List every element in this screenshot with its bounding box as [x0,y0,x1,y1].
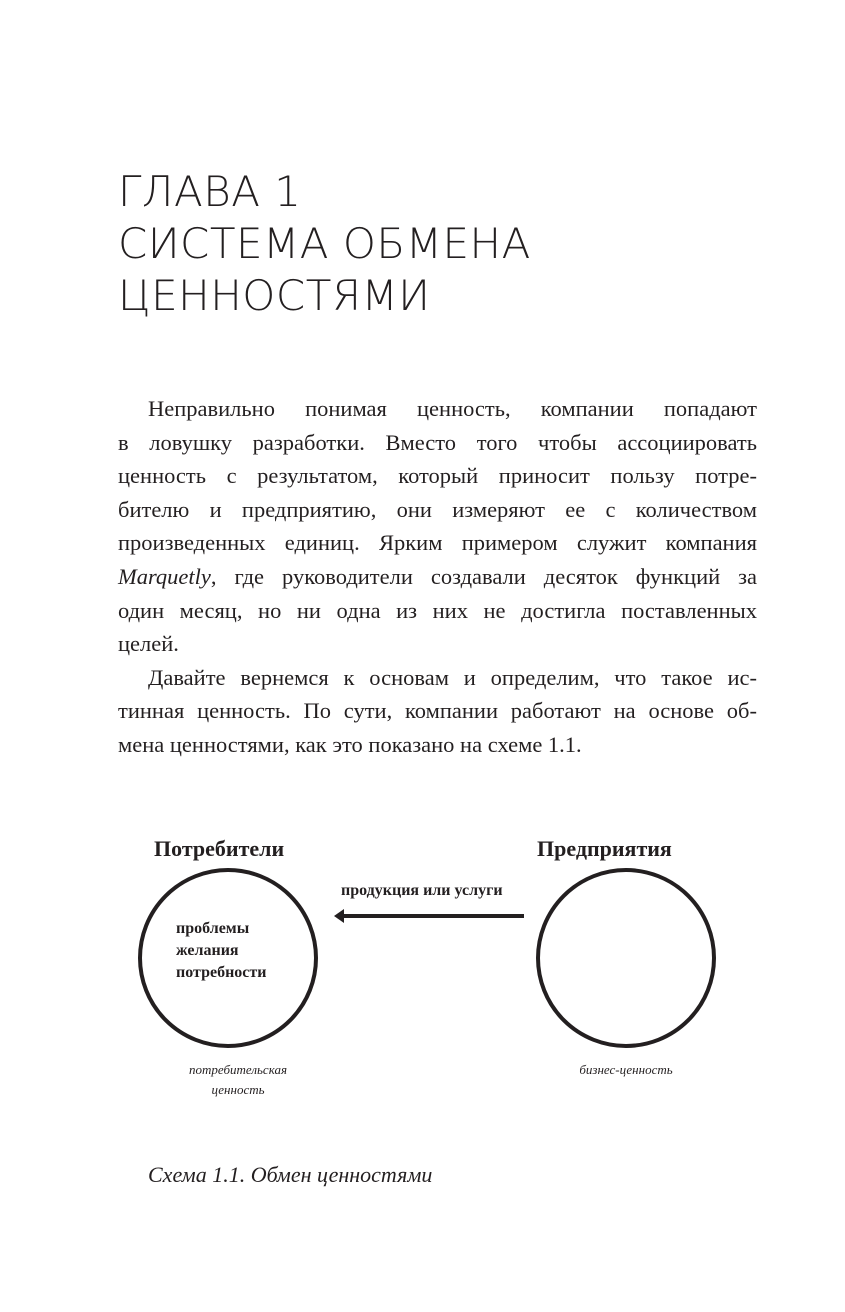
need-item: проблемы [176,920,250,937]
text-span: , где руководители создавали десяток функций за [210,563,757,589]
text-line: тинная ценность. По сути, компании работают на основе об- [118,698,757,724]
text-line: мена ценностями, как это показано на схеме 1.1. [118,731,582,757]
consumer-needs-list [176,918,266,984]
text-line: целей. [118,631,179,657]
arrow-head-icon [334,909,344,923]
text-line: ценность с результатом, который приносит пользу потре- [118,463,757,489]
consumer-value-caption [168,1060,308,1100]
figure-caption: Схема 1.1. Обмен ценностями [148,1162,433,1187]
chapter-title-line1: СИСТЕМА ОБМЕНА [118,219,531,268]
text-line: один месяц, но ни одна из них не достигла поставленных [118,597,757,623]
enterprises-title: Предприятия [537,836,672,861]
company-name: Marquetly [118,563,211,589]
arrow-label: продукция или услуги [341,882,503,899]
text-line: произведенных единиц. Ярким примером служит компания [118,530,757,556]
text-line: бителю и предприятию, они измеряют ее с количеством [118,496,757,522]
need-item: потребности [176,964,267,981]
text-line: Давайте вернемся к основам и определим, что такое ис- [148,664,757,690]
business-value-caption: бизнес-ценность [579,1062,673,1077]
chapter-number: ГЛАВА 1 [118,167,302,216]
caption-line: потребительская [188,1062,287,1077]
caption-line: ценность [211,1082,265,1097]
chapter-title-line2: ЦЕННОСТЯМИ [118,271,431,320]
text-line: Неправильно понимая ценность, компании попадают [148,396,757,421]
consumers-title: Потребители [154,836,285,861]
text-line: в ловушку разработки. Вместо того чтобы ассоциировать [118,429,757,455]
need-item: желания [176,942,239,959]
enterprises-circle [538,870,714,1046]
